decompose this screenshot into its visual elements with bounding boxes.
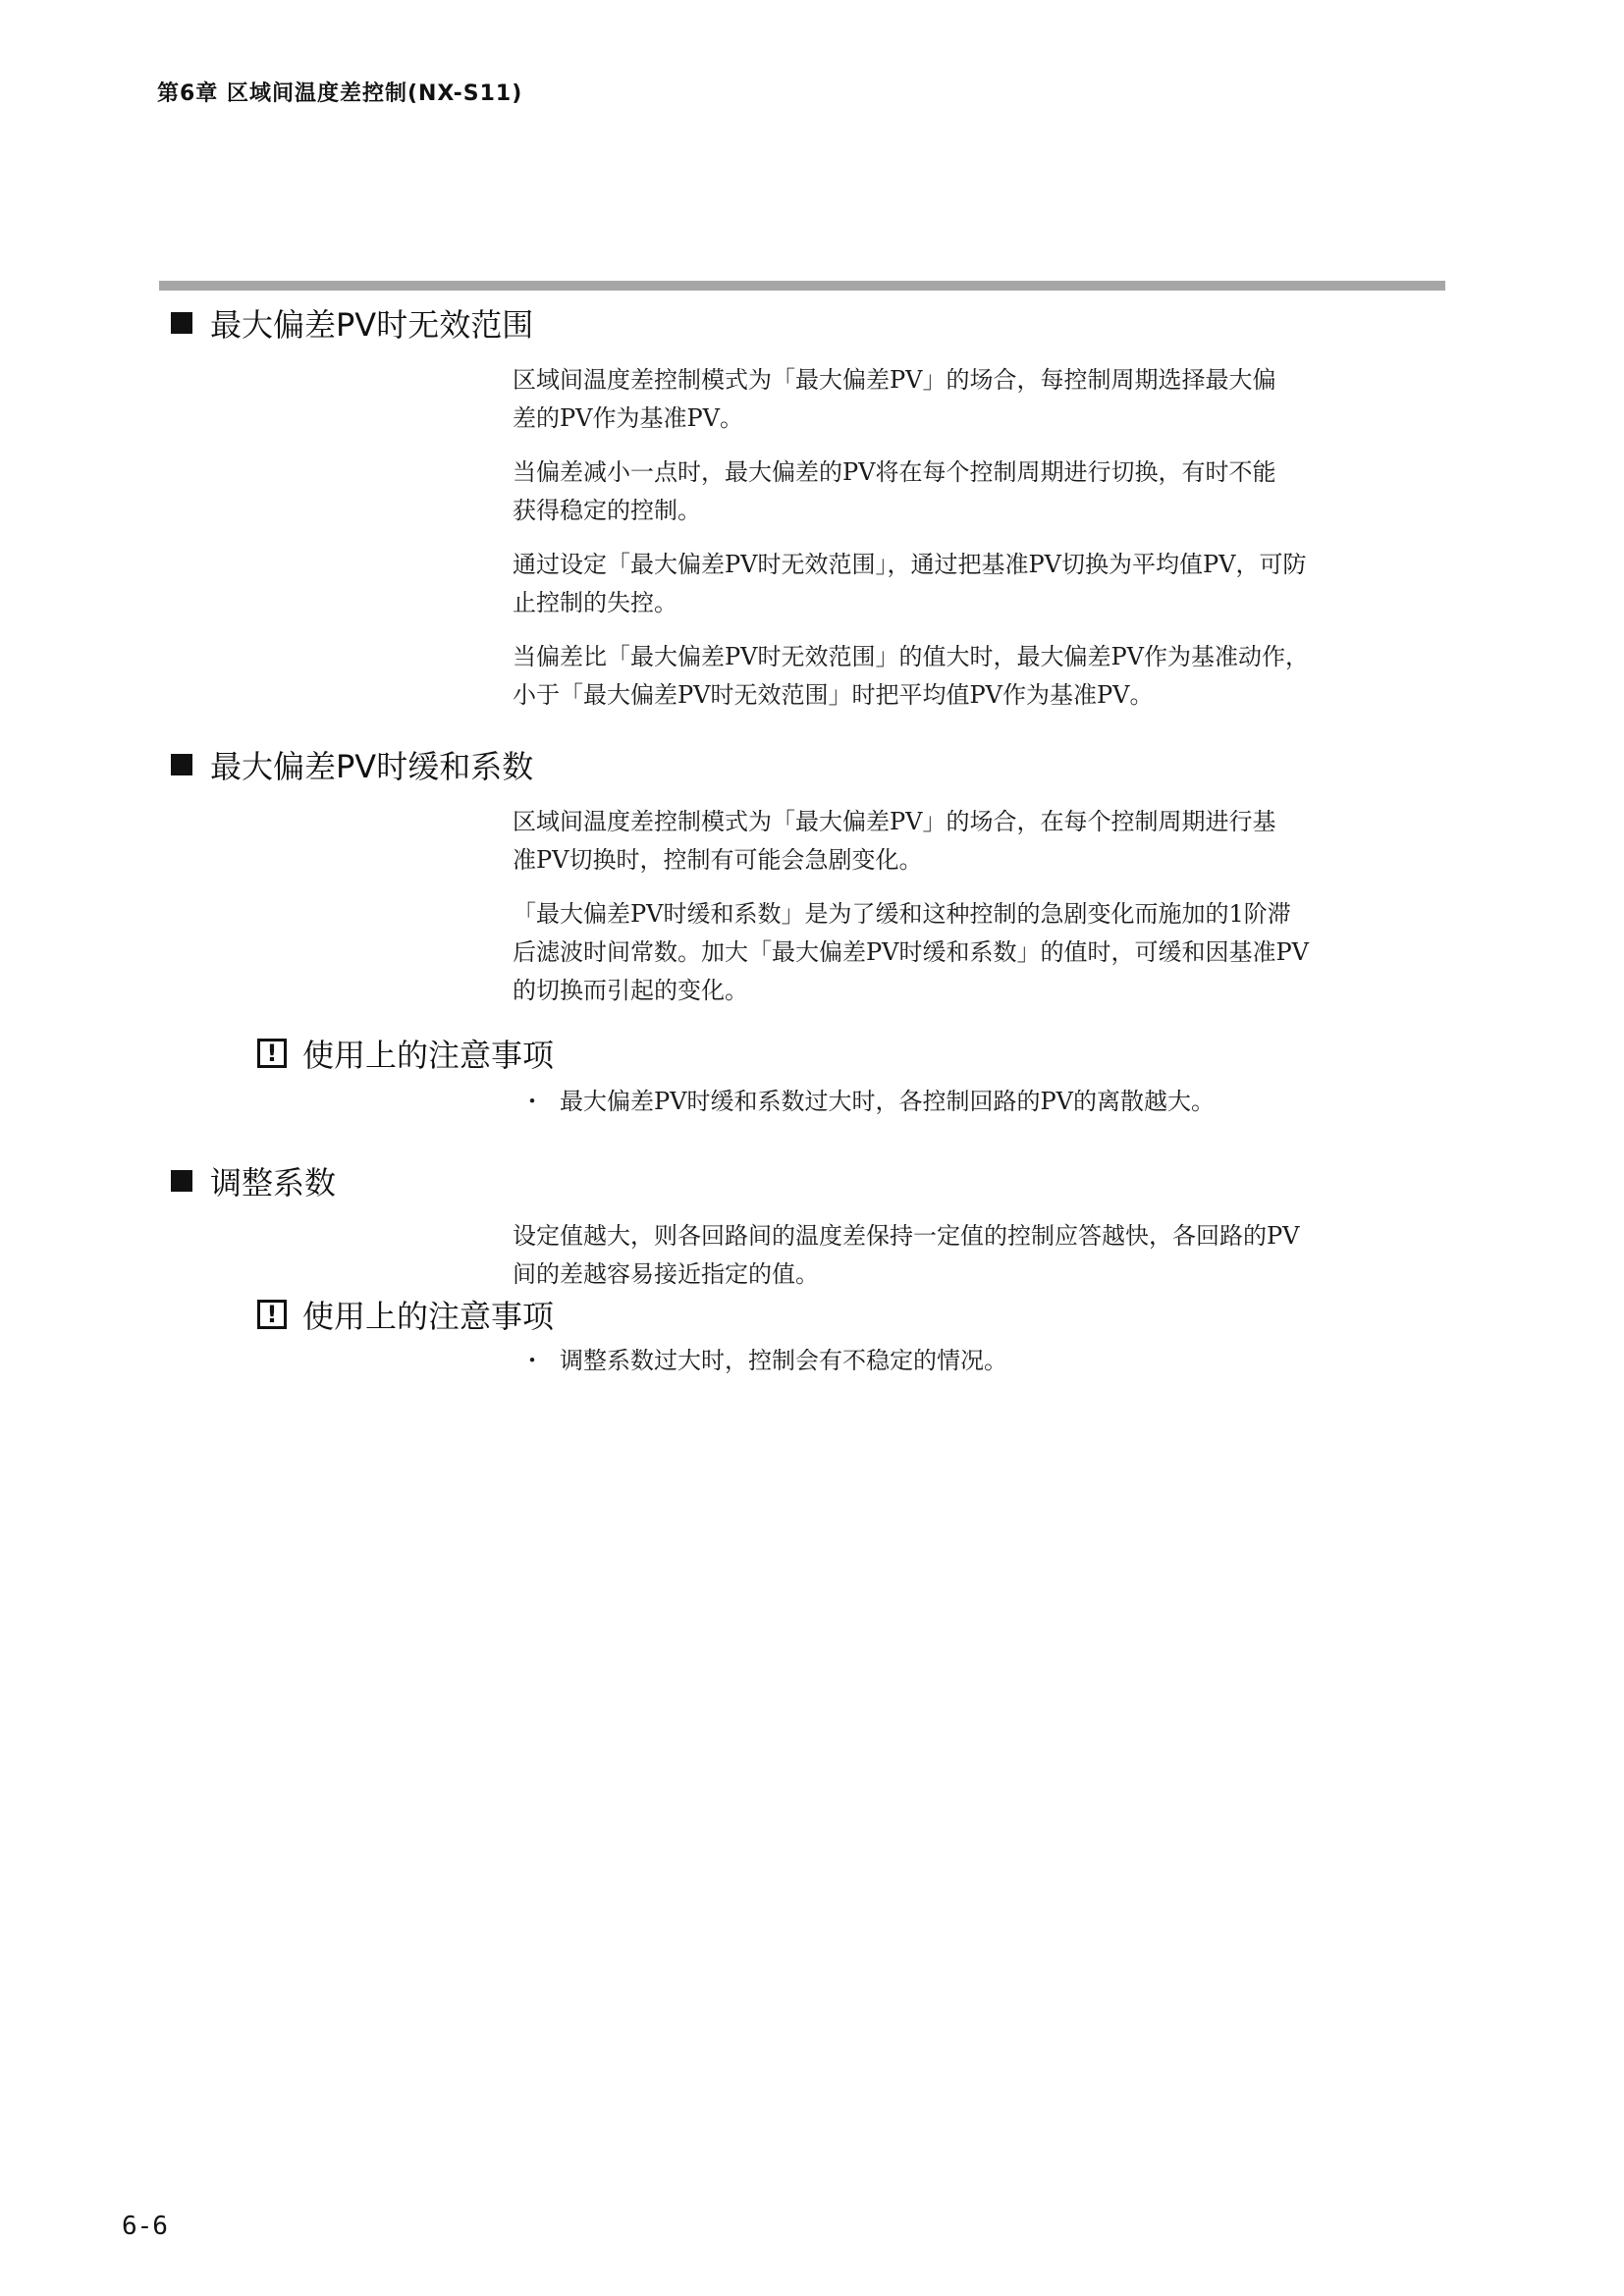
text-line: 区域间温度差控制模式为「最大偏差PV」的场合，每控制周期选择最大偏 (513, 366, 1276, 394)
text-line: 设定值越大，则各回路间的温度差保持一定值的控制应答越快，各回路的PV (513, 1222, 1300, 1250)
caution-text: 调整系数过大时，控制会有不稳定的情况。 (560, 1347, 1007, 1374)
caution-heading (257, 1031, 554, 1076)
section-heading-adjust-coefficient (171, 1158, 336, 1203)
text-line: 止控制的失控。 (513, 589, 677, 616)
bullet-dot-icon: ・ (520, 1088, 544, 1115)
text-line: 的切换而引起的变化。 (513, 977, 748, 1004)
square-bullet-icon (171, 312, 192, 334)
paragraph (513, 546, 1435, 622)
section-title: 最大偏差PV时无效范围 (210, 306, 534, 344)
bullet-dot-icon: ・ (520, 1347, 544, 1374)
caution-item (520, 1084, 1215, 1119)
section-title: 最大偏差PV时缓和系数 (210, 748, 534, 785)
text-line: 后滤波时间常数。加大「最大偏差PV时缓和系数」的值时，可缓和因基准PV (513, 938, 1309, 966)
square-bullet-icon (171, 754, 192, 775)
caution-icon: ! (257, 1300, 287, 1329)
caution-title: 使用上的注意事项 (302, 1037, 555, 1074)
paragraph (513, 803, 1435, 880)
text-line: 当偏差比「最大偏差PV时无效范围」的值大时，最大偏差PV作为基准动作， (513, 643, 1309, 670)
square-bullet-icon (171, 1170, 192, 1192)
text-line: 差的PV作为基准PV。 (513, 404, 743, 432)
text-line: 间的差越容易接近指定的值。 (513, 1260, 819, 1288)
paragraph (513, 1217, 1435, 1294)
paragraph (513, 454, 1435, 530)
caution-text: 最大偏差PV时缓和系数过大时，各控制回路的PV的离散越大。 (560, 1088, 1215, 1115)
caution-icon: ! (257, 1039, 287, 1068)
caution-item (520, 1343, 1007, 1378)
text-line: 区域间温度差控制模式为「最大偏差PV」的场合，在每个控制周期进行基 (513, 808, 1276, 835)
text-line: 「最大偏差PV时缓和系数」是为了缓和这种控制的急剧变化而施加的1阶滞 (513, 900, 1291, 928)
paragraph (513, 361, 1435, 438)
text-line: 通过设定「最大偏差PV时无效范围」，通过把基准PV切换为平均值PV，可防 (513, 551, 1307, 578)
page-number: 6-6 (122, 2212, 168, 2241)
caution-heading (257, 1292, 554, 1337)
caution-title: 使用上的注意事项 (302, 1298, 555, 1335)
paragraph (513, 638, 1435, 715)
text-line: 当偏差减小一点时，最大偏差的PV将在每个控制周期进行切换，有时不能 (513, 458, 1276, 486)
section-title: 调整系数 (210, 1164, 337, 1201)
text-line: 小于「最大偏差PV时无效范围」时把平均值PV作为基准PV。 (513, 681, 1154, 709)
section-divider-bar (159, 281, 1445, 291)
paragraph (513, 895, 1435, 1010)
text-line: 准PV切换时，控制有可能会急剧变化。 (513, 846, 923, 874)
chapter-header: 第6章 区域间温度差控制(NX-S11) (157, 81, 523, 106)
text-line: 获得稳定的控制。 (513, 497, 701, 524)
section-heading-relax-coefficient (171, 742, 533, 787)
section-heading-invalid-range (171, 300, 533, 346)
